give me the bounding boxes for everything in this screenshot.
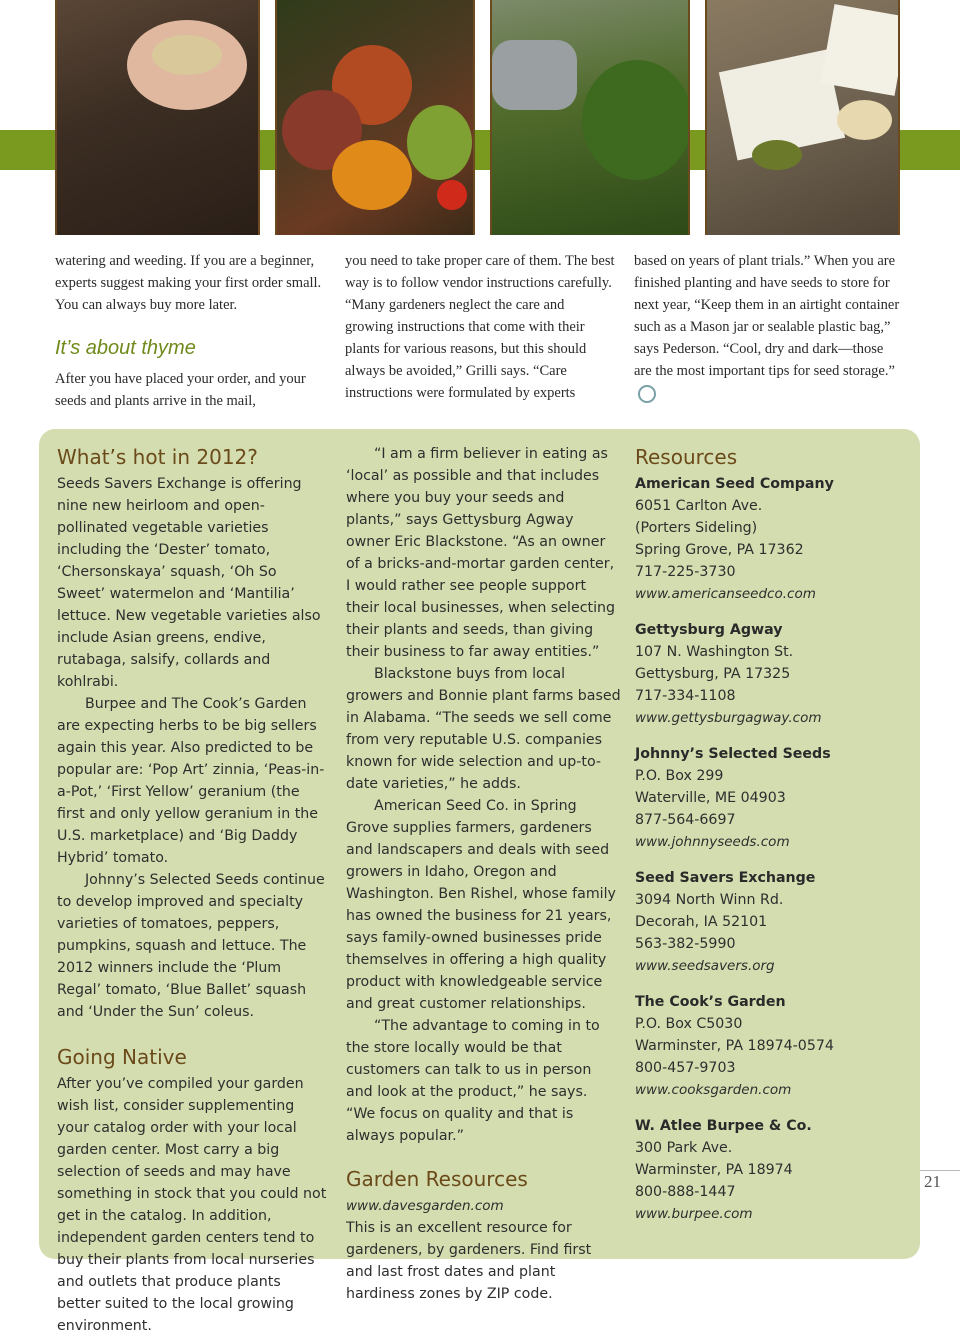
- resource-address-line: 563-382-5990: [635, 936, 736, 952]
- paragraph: American Seed Co. in Spring Grove supplies farmers, gardeners and landscapers and deals with seed growers in Idaho, Oregon and Washington. Ben Rishel, whose family has owned the business for 21 years, says family-owned businesses pride themselves in offering a high quality product with knowledgeable service and great customer relationships.: [346, 798, 616, 1012]
- resource-address-line: (Porters Sideling): [635, 520, 758, 536]
- paragraph: Blackstone buys from local growers and Bonnie plant farms based in Alabama. “The seeds we sell come from very reputable U.S. companies known for wide selection and up-to-date varieties,” he adds.: [346, 666, 621, 792]
- resource-name: American Seed Company: [635, 476, 834, 492]
- tomato-green-shape: [407, 105, 472, 180]
- resource-address-line: 717-334-1108: [635, 688, 736, 704]
- envelope-2-shape: [821, 4, 900, 96]
- paragraph: “I am a firm believer in eating as ‘local’ as possible and that includes where you buy your seeds and plants,” says Gettysburg Agway owner Eric Blackstone. “As an owner of a bricks-and-mortar garden center, I would rather see people support their local businesses, when selecting their plants and seeds, than giving their business to far away entities.”: [346, 446, 616, 660]
- resource-entry: [635, 1115, 905, 1225]
- resource-url-link[interactable]: www.gettysburgagway.com: [635, 710, 822, 726]
- resource-name: Seed Savers Exchange: [635, 870, 816, 886]
- photo-seeds-in-hand: [55, 0, 260, 235]
- resource-address-line: Decorah, IA 52101: [635, 914, 768, 930]
- resource-address-line: 300 Park Ave.: [635, 1140, 733, 1156]
- paragraph: This is an excellent resource for gardeners, by gardeners. Find first and last frost dates and plant hardiness zones by ZIP code.: [346, 1220, 592, 1302]
- resource-address-line: P.O. Box 299: [635, 768, 724, 784]
- resource-address-line: Waterville, ME 04903: [635, 790, 786, 806]
- photo-tomatoes: [275, 0, 475, 235]
- link-davesgarden[interactable]: www.davesgarden.com: [346, 1198, 504, 1214]
- resource-entry: [635, 991, 905, 1101]
- peas-shape: [752, 140, 802, 170]
- subheading-thyme: It’s about thyme: [55, 337, 196, 359]
- resource-address-line: P.O. Box C5030: [635, 1016, 743, 1032]
- paragraph: After you’ve compiled your garden wish list, consider supplementing your catalog order with your local garden center. Most carry a big selection of seeds and may have something in stock that you could not get in the catalog. In addition, independent garden centers tend to buy their plants from local nurseries and outlets that produce plants better suited to the local growing environment.: [57, 1076, 327, 1334]
- resource-address-line: 717-225-3730: [635, 564, 736, 580]
- article-text: watering and weeding. If you are a beginner, experts suggest making your first order small. You can always buy more later.: [55, 253, 322, 313]
- resource-address-line: 877-564-6697: [635, 812, 736, 828]
- article-text: based on years of plant trials.” When you are finished planting and have seeds to store for next year, “Keep them in an airtight container such as a Mason jar or sealable plastic bag,” says Pederson. “Cool, dry and dark—those are the most important tips for seed storage.”: [634, 253, 900, 379]
- resource-address-line: Gettysburg, PA 17325: [635, 666, 791, 682]
- article-text: you need to take proper care of them. The best way is to follow vendor instructions carefully. “Many gardeners neglect the care and growing instructions that come with their plants for various reasons, but this should always be avoided,” Grilli says. “Care instructions were formulated by experts: [345, 253, 615, 401]
- article-column-1: [55, 250, 330, 412]
- resource-name: The Cook’s Garden: [635, 994, 786, 1010]
- page-number: 21: [924, 1172, 941, 1191]
- sidebar-column-2: [346, 443, 621, 1305]
- sidebar-column-3: [635, 443, 905, 1239]
- resource-url-link[interactable]: www.americanseedco.com: [635, 586, 816, 602]
- paragraph: “The advantage to coming in to the store locally would be that customers can talk to us in person and look at the product,” he says. “We focus on quality and that is always popular.”: [346, 1018, 600, 1144]
- resource-address-line: Warminster, PA 18974-0574: [635, 1038, 834, 1054]
- cherry-tomato-shape: [437, 180, 467, 210]
- article-text: After you have placed your order, and your seeds and plants arrive in the mail,: [55, 371, 306, 409]
- resource-url-link[interactable]: www.johnnyseeds.com: [635, 834, 790, 850]
- resource-list: [635, 473, 905, 1225]
- squash-seeds-shape: [837, 100, 892, 140]
- resource-url-link[interactable]: www.cooksgarden.com: [635, 1082, 792, 1098]
- resource-address-line: Warminster, PA 18974: [635, 1162, 793, 1178]
- heading-going-native: Going Native: [57, 1045, 187, 1069]
- resource-address-line: 3094 North Winn Rd.: [635, 892, 784, 908]
- plants-shape: [582, 60, 690, 180]
- resource-address-line: 800-888-1447: [635, 1184, 736, 1200]
- resource-name: Gettysburg Agway: [635, 622, 783, 638]
- resource-entry: [635, 867, 905, 977]
- end-mark-icon: [638, 385, 656, 403]
- heading-whats-hot: What’s hot in 2012?: [57, 445, 258, 469]
- heading-garden-resources: Garden Resources: [346, 1167, 528, 1191]
- photo-watering-can: [490, 0, 690, 235]
- paragraph: Burpee and The Cook’s Garden are expecting herbs to be big sellers again this year. Also predicted to be popular are: ‘Pop Art’ zinnia, ‘Peas-in-a-Pot,’ ‘First Yellow’ geranium (the first and only yellow geranium in the U.S. marketplace) and ‘Big Daddy Hybrid’ tomato.: [57, 696, 325, 866]
- photo-seed-packets: [705, 0, 900, 235]
- paragraph: Johnny’s Selected Seeds continue to develop improved and specialty varieties of tomatoes, peppers, pumpkins, squash and lettuce. The 2012 winners include the ‘Plum Regal’ tomato, ‘Blue Ballet’ squash and ‘Under the Sun’ coleus.: [57, 872, 325, 1020]
- paragraph: Seeds Savers Exchange is offering nine new heirloom and open-pollinated vegetable varieties including the ‘Dester’ tomato, ‘Chersonskaya’ squash, ‘Oh So Sweet’ watermelon and ‘Mantilia’ lettuce. New vegetable varieties also include Asian greens, endive, rutabaga, salsify, collards and kohlrabi.: [57, 476, 321, 690]
- article-column-3: [634, 250, 904, 404]
- watering-can-shape: [492, 40, 577, 110]
- resource-entry: [635, 473, 905, 605]
- resource-address-line: Spring Grove, PA 17362: [635, 542, 804, 558]
- resource-name: Johnny’s Selected Seeds: [635, 746, 831, 762]
- tomato-orange-shape: [332, 140, 412, 210]
- resource-address-line: 6051 Carlton Ave.: [635, 498, 763, 514]
- page-number-rule: [920, 1170, 960, 1171]
- resource-url-link[interactable]: www.seedsavers.org: [635, 958, 775, 974]
- seed-pile-shape: [152, 35, 222, 75]
- sidebar-column-1: [57, 443, 327, 1337]
- resource-name: W. Atlee Burpee & Co.: [635, 1118, 812, 1134]
- resource-entry: [635, 743, 905, 853]
- article-column-2: [345, 250, 615, 404]
- resource-address-line: 800-457-9703: [635, 1060, 736, 1076]
- resource-address-line: 107 N. Washington St.: [635, 644, 794, 660]
- heading-resources: Resources: [635, 445, 738, 469]
- resource-url-link[interactable]: www.burpee.com: [635, 1206, 753, 1222]
- resource-entry: [635, 619, 905, 729]
